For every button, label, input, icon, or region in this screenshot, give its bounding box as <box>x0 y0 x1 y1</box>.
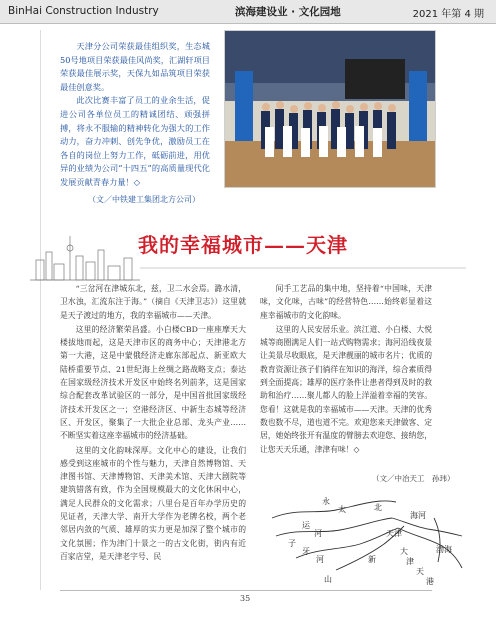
map-label: 河 <box>316 555 324 564</box>
intro-signature: （文／中铁建工集团北方公司） <box>88 195 200 204</box>
page-number: 35 <box>240 594 251 603</box>
map-label: 渤海 <box>436 545 452 554</box>
header-section: 滨海建设业 · 文化园地 <box>235 6 341 18</box>
map-label: 大 <box>400 547 408 556</box>
intro-paragraph: 此次比赛丰富了员工的业余生活，促进公司各单位员工的精诚团结、顽强拼搏，将永不服输的精神转化为强大的工作动力，奋力冲刺、创先争优，激励员工在各自的岗位上努力工作，砥砺前进，用优异的业绩为公司“十四五”的高质量现代化发展贡献青春力量！◇ <box>60 95 210 187</box>
map-label: 山 <box>324 575 332 584</box>
intro-paragraph: 天津分公司荣获最佳组织奖，生态城50号地项目荣获最佳风尚奖，汇湖轩项目荣获最佳展示奖，天保九如品筑项目荣获最佳创意奖。 <box>60 41 210 92</box>
intro-text <box>60 40 210 190</box>
article-paragraph: 这里的人民安居乐业。滨江道、小白楼、大悦城等商圈满足人们一站式购物需求；海河沿线夜景让美景尽收眼底，是天津靓丽的城市名片；优质的教育资源让孩子们徜徉在知识的海洋，综合素质得到全面提高；雄厚的医疗条件让患者得到及时的救助和治疗……聚儿都人的脸上洋溢着幸福的笑容。您看！这就是我的幸福城市——天津。天津的优秀数也数不尽，道也道不完。欢迎您来天津做客、定居，她始终张开有温度的臂膀去欢迎您、接纳您，让您天天乐通，津津有味！◇ <box>260 324 432 454</box>
article-column-right <box>260 282 432 457</box>
map-label: 港 <box>426 577 434 586</box>
margin-rule <box>40 30 41 590</box>
map-label: 牙 <box>302 547 310 556</box>
map-label: 海河 <box>410 511 426 520</box>
map-label: 子 <box>288 539 296 548</box>
footer-rule <box>60 590 432 591</box>
article-signature: （文／中冶天工 孙玮） <box>372 474 455 483</box>
header-issue: 2021 年第 4 期 <box>412 9 484 20</box>
map-label: 新 <box>368 555 376 564</box>
map-label: 北 <box>374 503 382 512</box>
article-column-left <box>60 282 246 564</box>
map-label: 天 <box>416 567 424 576</box>
map-label: 津 <box>406 557 414 566</box>
map-label: 永 <box>322 497 330 506</box>
article-paragraph: “三岔河在津城东北，兹，卫二水会焉。潞水清，卫水浊，汇流东注于海。”（摘自《天津卫志》）这里就是天子渡过的地方，我的幸福城市——天津。 <box>60 284 246 320</box>
map-label: 运 <box>302 521 310 530</box>
map-label: 太 <box>338 505 346 514</box>
article-paragraph: 间手工艺品的集中地，坚持着“中国味，天津味，文化味，古味”的经营特色……始终彰显着这座幸福城市的文化韵味。 <box>260 284 432 320</box>
map-label: 天津 <box>386 529 402 538</box>
photo-illustration <box>225 31 436 188</box>
tianjin-river-map <box>266 488 464 598</box>
article-paragraph: 这里的经济繁荣昌盛。小白楼CBD一座座摩天大楼拔地而起，这是天津市区的商务中心；天津港北方第一大港，这是中蒙俄经济走廊东部起点、新亚欧大陆桥重要节点、21世纪海上丝绸之路战略支点；泰达在国家级经济技术开发区中始终名列前茅，这是国家综合配套改革试验区的一部分，是中国首批国家级经济技术开发区之一；空港经济区、中新生态城等经济区、开发区，聚集了一大批企业总部、龙头产业……不断坚实着这座幸福城市的经济基础。 <box>60 324 246 441</box>
header-publication: BinHai Construction Industry <box>8 5 159 17</box>
page-header <box>0 0 496 24</box>
article-paragraph: 这里的文化韵味深厚。文化中心的建设，让我们感受到这座城市的个性与魅力，天津自然博物馆、天津图书馆、天津博物馆、天津美术馆、天津大剧院等建筑错落有致，作为全国规模最大的文化休闲中心，满足人民群众的文化需求；八里台是百年办学历史的见证者，天津大学、南开大学作为老牌名校，两个老邻居内敛的气质、雄厚的实力更是加深了整个城市的文化氛围；作为津门十景之一的古文化街，街内有近百家店堂，是天津老字号、民 <box>60 445 246 561</box>
article-title: 我的幸福城市——天津 <box>138 233 348 257</box>
basketball-team-photo <box>224 30 436 188</box>
map-label: 河 <box>314 529 322 538</box>
